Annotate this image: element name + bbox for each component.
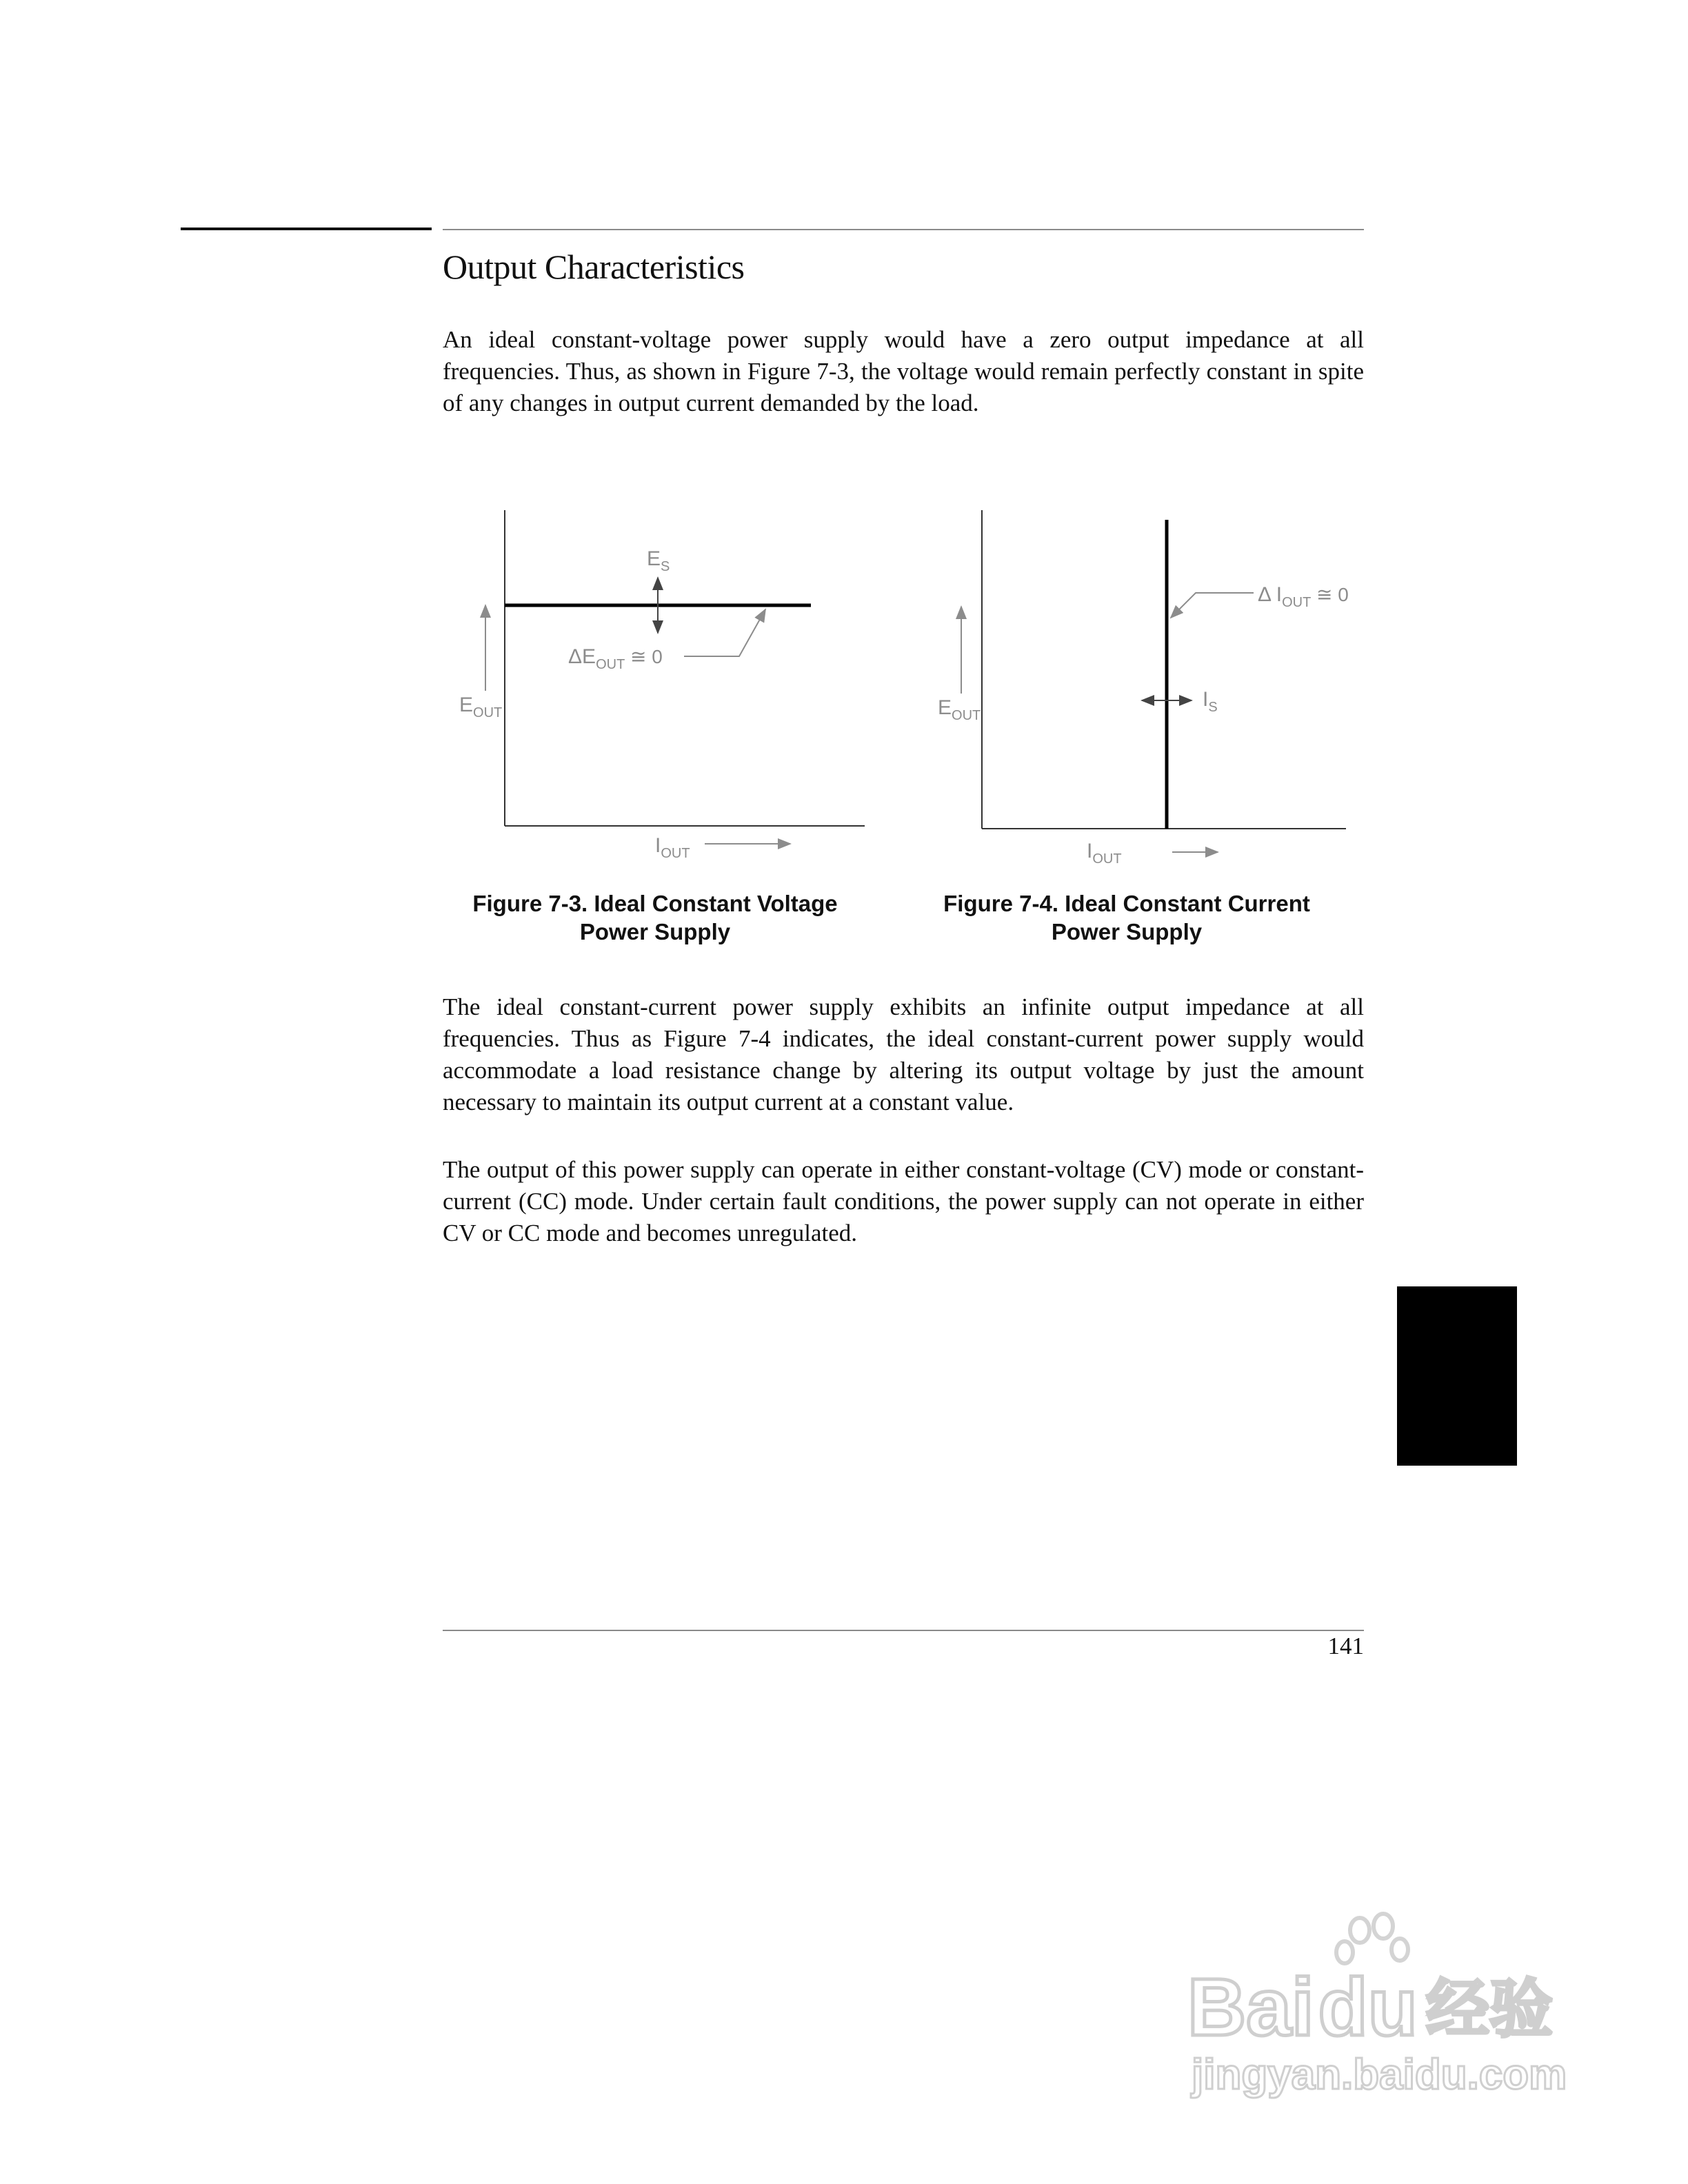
figure-7-4-caption-line1: Figure 7-4. Ideal Constant Current [943, 891, 1310, 916]
figure-7-3-caption-line1: Figure 7-3. Ideal Constant Voltage [472, 891, 838, 916]
chapter-tab-marker [1397, 1286, 1517, 1466]
figure-7-3-caption-line2: Power Supply [579, 919, 731, 944]
figure-7-3-diagram [443, 503, 884, 876]
fig2-is-label: $I_S$ [1203, 688, 1218, 715]
fig1-delta-label: $\Delta E_{OUT}$ ≅ 0 [568, 645, 663, 672]
section-heading: Output Characteristics [443, 247, 745, 286]
fig1-delta-leader [684, 609, 765, 656]
baidu-watermark-logo [1172, 1903, 1586, 2110]
fig1-x-axis-label: $I_{OUT}$ [655, 834, 690, 861]
watermark-brand-cn: 经验 [1426, 1972, 1554, 2046]
fig2-x-axis-label: $I_{OUT}$ [1087, 840, 1122, 867]
fig2-delta-leader [1171, 593, 1254, 618]
figure-7-3 [443, 503, 884, 876]
figure-7-4 [917, 503, 1372, 876]
fig1-y-axis-label: $E_{OUT}$ [459, 694, 503, 720]
figure-7-3-caption [434, 889, 876, 946]
baidu-watermark [1172, 1903, 1586, 2110]
watermark-url: jingyan.baidu.com [1192, 2051, 1567, 2099]
figure-7-4-caption [906, 889, 1347, 946]
paragraph-intro: An ideal constant-voltage power supply would have a zero output impedance at all frequencies. Thus, as shown in Figure 7-3, the voltage would remain perfectly constant in spite of any changes in output current demanded by the load. [443, 326, 1364, 416]
paragraph-constant-current: The ideal constant-current power supply exhibits an infinite output impedance at all frequencies. Thus as Figure 7-4 indicates, the ideal constant-current power supply would accommodate a load resistance change by altering its output voltage by just the amount necessary to maintain its output current at a constant value. [443, 993, 1364, 1115]
section-rule-top [443, 229, 1364, 230]
fig2-y-axis-label: $E_{OUT}$ [938, 696, 981, 723]
section-rule-left [181, 228, 432, 230]
paragraph-modes: The output of this power supply can operate in either constant-voltage (CV) mode or constant-current (CC) mode. Under certain fault conditions, the power supply can not operate in either CV or CC mode and becomes unregulated. [443, 1156, 1364, 1246]
watermark-brand: Baidu [1187, 1962, 1418, 2053]
page-number: 141 [1327, 1632, 1364, 1659]
footer-rule [443, 1630, 1364, 1631]
paw-print-icon [1336, 1914, 1408, 1963]
fig2-delta-label: Δ $I_{OUT}$ ≅ 0 [1258, 583, 1349, 610]
figure-7-4-caption-line2: Power Supply [1051, 919, 1203, 944]
fig1-es-label: $E_S$ [647, 547, 670, 574]
figure-7-4-diagram [917, 503, 1372, 876]
